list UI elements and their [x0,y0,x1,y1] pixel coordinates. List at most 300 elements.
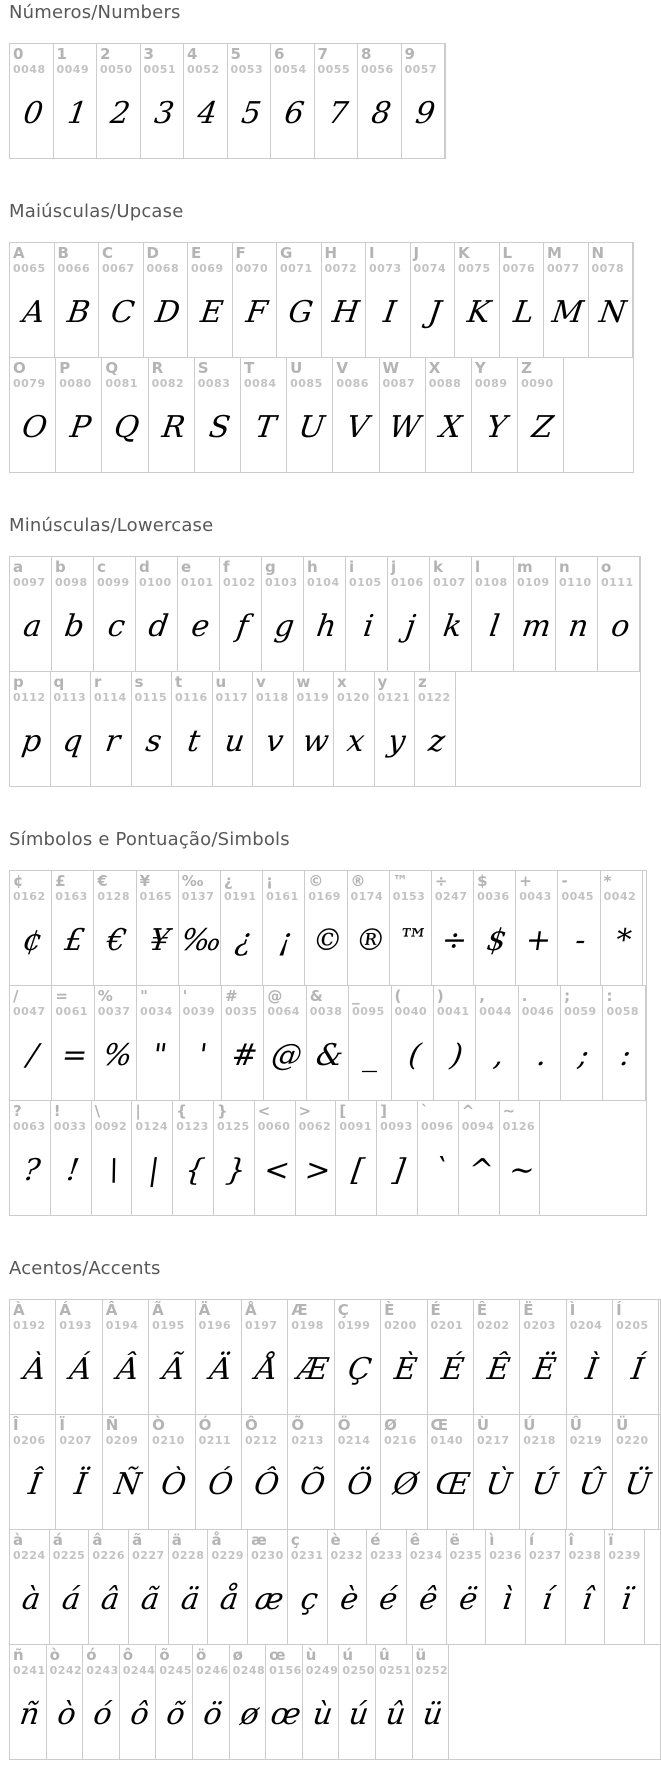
glyph-cell [103,1415,149,1529]
cell-unicode-label: 0035 [224,1005,258,1018]
cell-unicode-label: 0117 [215,691,249,704]
glyph-cell [262,557,304,671]
glyph-cell [52,557,94,671]
cell-unicode-label: 0217 [476,1434,510,1447]
glyph-cell [10,1645,47,1759]
cell-unicode-label: 0242 [49,1664,83,1677]
cell-character-label: w [296,673,311,691]
glyph-preview: K [465,294,493,330]
cell-unicode-label: 0162 [13,890,46,903]
glyph-cell [303,1645,340,1759]
glyph-preview: T [253,409,279,445]
glyph-preview: @ [269,1037,305,1073]
cell-character-label: k [433,558,443,576]
cell-character-label: Ì [569,1301,576,1319]
glyph-preview: ~ [506,1152,537,1188]
cell-unicode-label: 0078 [591,262,625,275]
cell-character-label: ¡ [266,872,273,890]
section-title-upcase: Maiúsculas/Upcase [9,201,184,222]
cell-unicode-label: 0197 [244,1319,278,1332]
cell-character-label: Î [13,1416,19,1434]
cell-character-label: h [307,558,318,576]
cell-unicode-label: 0231 [290,1549,324,1562]
cell-unicode-label: 0214 [337,1434,371,1447]
glyph-preview: I [381,294,399,330]
glyph-preview: ö [201,1696,225,1732]
glyph-preview: Í [629,1351,647,1387]
cell-unicode-label: 0067 [102,262,135,275]
glyph-preview: w [300,723,331,759]
glyph-cell [144,243,189,357]
cell-character-label: Y [474,359,486,377]
glyph-preview: % [100,1037,135,1073]
cell-unicode-label: 0085 [290,377,323,390]
glyph-cell [428,1300,474,1414]
cell-character-label: C [102,244,114,262]
glyph-preview: ò [54,1696,78,1732]
glyph-preview: ® [352,922,388,958]
cell-unicode-label: 0206 [13,1434,46,1447]
cell-unicode-label: 0204 [569,1319,603,1332]
cell-character-label: t [175,673,183,691]
cell-character-label: . [521,987,528,1005]
glyph-preview: ( [405,1037,423,1073]
cell-character-label: , [479,987,485,1005]
cell-character-label: Â [105,1301,118,1319]
glyph-preview: ; [576,1037,592,1073]
cell-character-label: s [134,673,144,691]
glyph-cell [99,243,144,357]
cell-character-label: m [517,558,533,576]
glyph-cell [335,1300,381,1414]
cell-character-label: £ [55,872,66,890]
cell-unicode-label: 0064 [267,1005,300,1018]
cell-character-label: } [216,1102,228,1120]
cell-character-label: 8 [361,45,372,63]
cell-unicode-label: 0101 [181,576,214,589]
cell-unicode-label: 0156 [269,1664,302,1677]
glyph-preview: û [383,1696,408,1732]
cell-character-label: à [13,1531,24,1549]
glyph-preview: ó [91,1696,115,1732]
cell-character-label: Ê [476,1301,488,1319]
cell-unicode-label: 0038 [309,1005,343,1018]
glyph-cell [132,1101,173,1215]
glyph-cell [51,672,92,786]
glyph-cell [52,871,94,985]
glyph-cell [413,1645,450,1759]
cell-character-label: H [324,244,338,262]
cell-unicode-label: 0080 [59,377,92,390]
glyph-preview: > [302,1152,333,1188]
cell-unicode-label: 0210 [152,1434,185,1447]
glyph-cell [277,243,322,357]
cell-character-label: ¥ [139,872,150,890]
glyph-table-numbers [9,43,446,159]
cell-unicode-label: 0209 [105,1434,139,1447]
glyph-cell [428,1415,474,1529]
cell-character-label: Õ [291,1416,305,1434]
glyph-cell [10,44,54,158]
cell-character-label: æ [251,1531,267,1549]
cell-unicode-label: 0049 [56,63,90,76]
glyph-row [10,357,633,472]
cell-unicode-label: 0092 [94,1120,128,1133]
cell-unicode-label: 0241 [13,1664,46,1677]
cell-unicode-label: 0095 [352,1005,385,1018]
glyph-cell [248,1530,288,1644]
glyph-preview: Ç [345,1351,374,1387]
glyph-cell [222,986,264,1100]
glyph-preview: y [385,723,408,759]
cell-character-label: I [369,244,375,262]
cell-character-label: # [224,987,238,1005]
cell-unicode-label: 0110 [559,576,592,589]
glyph-cell [294,672,335,786]
glyph-cell [221,871,263,985]
glyph-preview: r [103,723,123,759]
cell-unicode-label: 0238 [568,1549,602,1562]
cell-unicode-label: 0218 [523,1434,556,1447]
glyph-preview: o [609,608,633,644]
glyph-cell [376,1645,413,1759]
glyph-preview: € [105,922,130,958]
glyph-preview: / [25,1037,41,1073]
glyph-preview: b [62,608,87,644]
cell-unicode-label: 0120 [337,691,370,704]
glyph-preview: Ë [531,1351,559,1387]
cell-character-label: ò [49,1646,60,1664]
glyph-row [10,1529,660,1644]
glyph-cell [349,986,391,1100]
cell-unicode-label: 0037 [97,1005,131,1018]
cell-character-label: È [384,1301,395,1319]
cell-character-label: Ï [59,1416,65,1434]
section-title-lowercase: Minúsculas/Lowercase [9,515,214,536]
cell-unicode-label: 0174 [350,890,384,903]
cell-character-label: n [559,558,570,576]
glyph-cell [335,1415,381,1529]
glyph-preview: ï [619,1581,634,1617]
cell-unicode-label: 0252 [415,1664,449,1677]
cell-character-label: Œ [430,1416,449,1434]
glyph-cell [526,1530,566,1644]
cell-character-label: ] [380,1102,388,1120]
glyph-cell [415,672,456,786]
glyph-cell [178,871,225,985]
cell-character-label: D [146,244,159,262]
cell-character-label: < [257,1102,271,1120]
cell-unicode-label: 0040 [394,1005,428,1018]
glyph-cell [193,1645,230,1759]
glyph-preview: 6 [282,95,307,131]
cell-character-label: / [13,987,19,1005]
glyph-preview: \ [106,1152,122,1188]
cell-unicode-label: 0243 [86,1664,119,1677]
glyph-preview: ç [298,1581,321,1617]
cell-unicode-label: 0230 [251,1549,284,1562]
cell-character-label: Ô [244,1416,258,1434]
cell-unicode-label: 0108 [475,576,508,589]
cell-character-label: V [336,359,348,377]
cell-character-label: A [13,244,25,262]
cell-unicode-label: 0249 [305,1664,339,1677]
cell-unicode-label: 0244 [122,1664,156,1677]
glyph-preview: à [19,1581,43,1617]
cell-unicode-label: 0042 [603,890,637,903]
glyph-preview: i [361,608,376,644]
glyph-preview: Ê [485,1351,513,1387]
cell-character-label: i [349,558,355,576]
glyph-cell [544,243,589,357]
cell-character-label: u [215,673,227,691]
cell-unicode-label: 0077 [547,262,580,275]
glyph-preview: M [549,294,586,330]
glyph-preview: Å [253,1351,281,1387]
cell-character-label: Û [569,1416,582,1434]
cell-character-label: ) [436,987,444,1005]
glyph-cell [514,557,556,671]
glyph-preview: x [344,723,367,759]
glyph-preview: . [534,1037,549,1073]
glyph-preview: á [59,1581,83,1617]
glyph-preview: = [60,1037,91,1073]
glyph-cell [242,1415,288,1529]
cell-unicode-label: 0093 [380,1120,413,1133]
cell-character-label: S [197,359,209,377]
glyph-cell [228,44,272,158]
cell-unicode-label: 0034 [140,1005,173,1018]
glyph-cell [432,871,474,985]
glyph-row [10,671,640,786]
glyph-preview: ` [429,1152,450,1188]
cell-unicode-label: 0066 [57,262,91,275]
cell-unicode-label: 0063 [13,1120,46,1133]
glyph-preview: X [437,409,464,445]
glyph-cell [381,1415,427,1529]
cell-unicode-label: 0043 [519,890,552,903]
glyph-cell [426,358,472,472]
glyph-table-accents [9,1299,661,1760]
cell-character-label: ø [232,1646,243,1664]
cell-character-label: y [377,673,388,691]
cell-character-label: d [139,558,150,576]
cell-character-label: À [13,1301,25,1319]
section-title-accents: Acentos/Accents [9,1258,161,1279]
glyph-cell [390,871,432,985]
glyph-preview: [ [350,1152,367,1188]
glyph-cell [196,1415,242,1529]
cell-unicode-label: 0192 [13,1319,46,1332]
glyph-preview: & [313,1037,346,1073]
glyph-cell [56,358,102,472]
cell-unicode-label: 0045 [561,890,595,903]
cell-unicode-label: 0103 [265,576,298,589]
glyph-cell [136,557,178,671]
cell-unicode-label: 0052 [187,63,220,76]
cell-character-label: ‰ [181,872,204,890]
glyph-cell [434,986,476,1100]
cell-character-label: G [280,244,293,262]
glyph-preview: e [189,608,212,644]
glyph-preview: } [223,1152,248,1188]
glyph-cell [287,358,333,472]
glyph-preview: å [218,1581,242,1617]
glyph-cell [51,1101,92,1215]
cell-character-label: å [211,1531,222,1549]
cell-unicode-label: 0048 [13,63,46,76]
glyph-cell [103,1300,149,1414]
cell-unicode-label: 0196 [198,1319,232,1332]
glyph-preview: Ì [583,1351,600,1387]
section-lowercase [9,515,661,787]
cell-character-label: j [391,558,397,576]
glyph-preview: O [19,409,50,445]
glyph-preview: ù [310,1696,335,1732]
cell-unicode-label: 0087 [382,377,416,390]
glyph-cell [315,44,359,158]
glyph-preview: W [386,409,423,445]
glyph-cell [377,1101,418,1215]
cell-character-label: q [53,673,65,691]
glyph-preview: ÷ [439,922,470,958]
cell-character-label: a [13,558,24,576]
glyph-cell [407,1530,447,1644]
cell-unicode-label: 0111 [601,576,634,589]
cell-character-label: û [378,1646,390,1664]
glyph-preview: A [20,294,48,330]
glyph-cell [358,44,402,158]
glyph-preview: È [392,1351,420,1387]
glyph-cell [56,1300,102,1414]
glyph-preview: Ü [622,1466,653,1502]
cell-character-label: e [181,558,192,576]
glyph-cell [47,1645,84,1759]
glyph-cell [307,986,349,1100]
glyph-cell [613,1415,659,1529]
cell-unicode-label: 0202 [476,1319,510,1332]
glyph-cell [366,243,411,357]
glyph-preview: * [613,922,634,958]
cell-character-label: ÷ [434,872,448,890]
cell-unicode-label: 0113 [53,691,87,704]
glyph-preview: £ [62,922,87,958]
cell-unicode-label: 0099 [97,576,130,589]
glyph-preview: ñ [17,1696,42,1732]
cell-character-label: € [97,872,108,890]
cell-character-label: ó [86,1646,97,1664]
glyph-preview: 4 [195,95,220,131]
glyph-preview: ] [390,1152,408,1188]
glyph-row [10,243,633,357]
cell-character-label: ® [350,872,366,890]
cell-unicode-label: 0248 [232,1664,266,1677]
cell-character-label: v [256,673,266,691]
glyph-preview: 5 [238,95,263,131]
cell-character-label: 3 [143,45,154,63]
glyph-preview: h [314,608,339,644]
glyph-cell [500,1101,541,1215]
glyph-preview: P [68,409,94,445]
cell-unicode-label: 0060 [257,1120,291,1133]
glyph-preview: À [21,1351,49,1387]
glyph-preview: ™ [394,922,430,958]
cell-unicode-label: 0079 [13,377,46,390]
cell-character-label: % [97,987,113,1005]
cell-character-label: F [235,244,246,262]
glyph-cell [472,557,514,671]
glyph-preview: í [540,1581,555,1617]
glyph-cell [589,243,634,357]
section-title-symbols: Símbolos e Pontuação/Simbols [9,829,290,850]
glyph-row [10,985,646,1100]
glyph-preview: L [510,294,536,330]
glyph-preview: p [19,723,44,759]
cell-character-label: Ã [152,1301,164,1319]
cell-unicode-label: 0055 [317,63,351,76]
glyph-cell [214,1101,255,1215]
glyph-cell [375,672,416,786]
glyph-cell [474,871,516,985]
glyph-cell [54,44,98,158]
cell-character-label: á [52,1531,63,1549]
glyph-cell [10,1415,56,1529]
cell-character-label: f [223,558,230,576]
cell-character-label: õ [159,1646,170,1664]
glyph-cell [519,986,561,1100]
cell-character-label: ; [564,987,571,1005]
glyph-cell [520,1415,566,1529]
glyph-cell [129,1530,169,1644]
cell-character-label: 7 [317,45,328,63]
glyph-cell [213,672,254,786]
glyph-preview: ¥ [147,922,172,958]
cell-unicode-label: 0199 [337,1319,371,1332]
glyph-cell [381,1300,427,1414]
glyph-cell [10,358,56,472]
glyph-table-lowercase [9,556,641,787]
cell-unicode-label: 0124 [135,1120,169,1133]
glyph-cell [264,986,306,1100]
cell-character-label: * [603,872,612,890]
cell-character-label: K [458,244,470,262]
cell-unicode-label: 0236 [489,1549,522,1562]
glyph-preview: ë [456,1581,480,1617]
cell-character-label: ã [132,1531,143,1549]
glyph-cell [598,557,640,671]
glyph-row [10,1414,660,1529]
glyph-cell [149,358,195,472]
glyph-cell [336,1101,377,1215]
glyph-preview: < [261,1152,292,1188]
cell-unicode-label: 0094 [461,1120,495,1133]
cell-character-label: ¿ [223,872,233,890]
glyph-cell [132,672,173,786]
glyph-preview: # [229,1037,260,1073]
cell-unicode-label: 0082 [151,377,185,390]
glyph-preview: B [64,294,92,330]
glyph-preview: æ [252,1581,287,1617]
cell-unicode-label: 0065 [13,262,46,275]
glyph-preview: m [519,608,554,644]
glyph-preview: Ã [160,1351,188,1387]
cell-character-label: ç [290,1531,300,1549]
cell-unicode-label: 0118 [256,691,289,704]
cell-character-label: Ö [337,1416,351,1434]
glyph-cell [476,986,518,1100]
cell-unicode-label: 0081 [105,377,138,390]
cell-character-label: Ü [616,1416,629,1434]
